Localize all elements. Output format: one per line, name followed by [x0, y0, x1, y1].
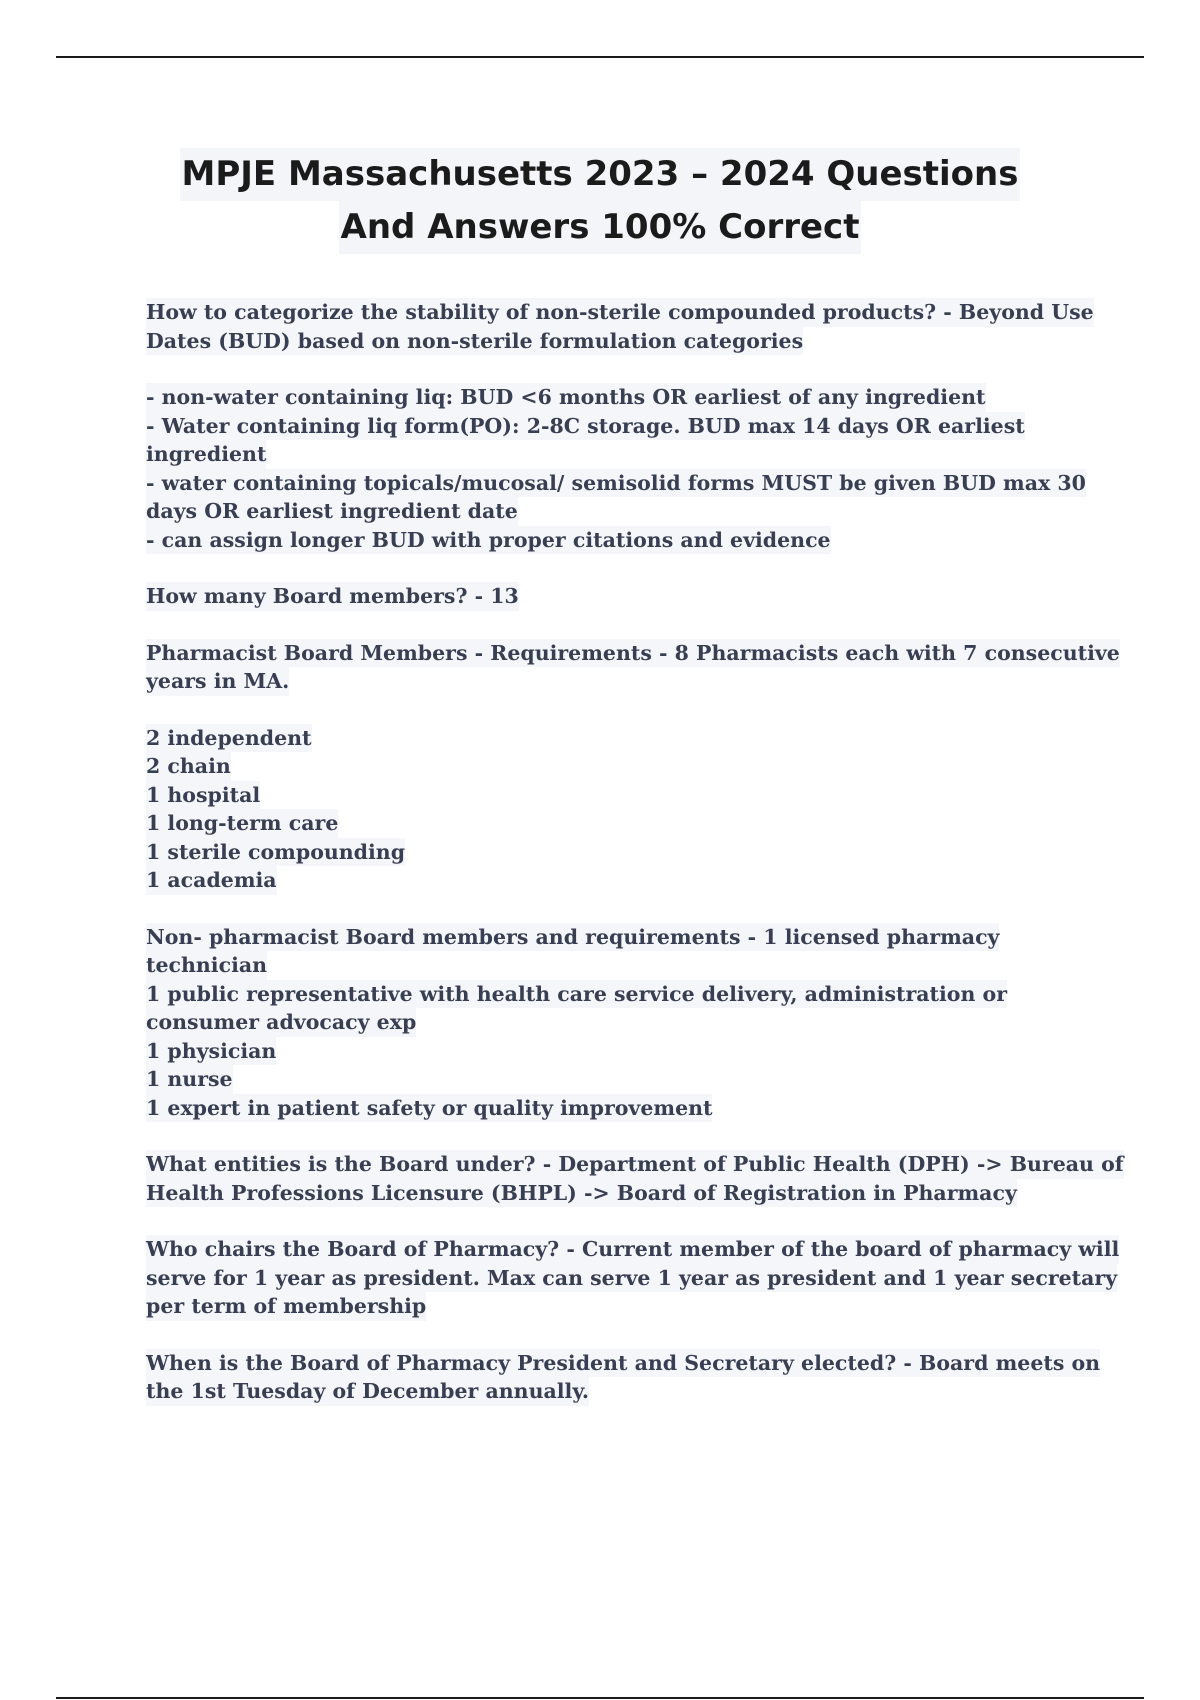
text-line: - water containing topicals/mucosal/ semisolid forms MUST be given BUD max 30: [146, 469, 1086, 498]
qa-block-election: [146, 1349, 1101, 1406]
text-line: How many Board members? - 13: [146, 582, 519, 611]
text-line: days OR earliest ingredient date: [146, 497, 518, 526]
text-line: per term of membership: [146, 1292, 426, 1321]
text-line: Health Professions Licensure (BHPL) -> Board of Registration in Pharmacy: [146, 1179, 1017, 1208]
text-line: technician: [146, 951, 267, 980]
qa-block-bud-list: [146, 383, 1086, 554]
qa-block-member-breakdown: [146, 724, 1086, 895]
text-line: Non- pharmacist Board members and requirements - 1 licensed pharmacy: [146, 923, 999, 952]
bottom-rule: [56, 1697, 1144, 1699]
text-line: Dates (BUD) based on non-sterile formulation categories: [146, 327, 803, 356]
text-line: Who chairs the Board of Pharmacy? - Current member of the board of pharmacy will: [146, 1235, 1119, 1264]
text-line: 1 academia: [146, 866, 277, 895]
text-line: years in MA.: [146, 667, 289, 696]
text-line: 1 sterile compounding: [146, 838, 405, 867]
text-line: 2 chain: [146, 752, 231, 781]
title-line-1: MPJE Massachusetts 2023 – 2024 Questions: [180, 148, 1021, 201]
top-rule: [56, 56, 1144, 58]
title-line-2: And Answers 100% Correct: [339, 201, 862, 254]
text-line: - can assign longer BUD with proper citations and evidence: [146, 526, 831, 555]
text-line: What entities is the Board under? - Department of Public Health (DPH) -> Bureau of: [146, 1150, 1124, 1179]
text-line: How to categorize the stability of non-sterile compounded products? - Beyond Use: [146, 298, 1094, 327]
text-line: the 1st Tuesday of December annually.: [146, 1377, 589, 1406]
qa-block-board-entities: [146, 1150, 1124, 1207]
text-line: serve for 1 year as president. Max can serve 1 year as president and 1 year secretary: [146, 1264, 1117, 1293]
text-line: - non-water containing liq: BUD <6 months OR earliest of any ingredient: [146, 383, 986, 412]
qa-block-bud-question: [146, 298, 1094, 355]
text-line: Pharmacist Board Members - Requirements - 8 Pharmacists each with 7 consecutive: [146, 639, 1120, 668]
qa-block-non-pharmacist-members: [146, 923, 1086, 1123]
qa-block-pharmacist-members: [146, 639, 1120, 696]
document-body: [146, 298, 1124, 1406]
text-line: 1 expert in patient safety or quality improvement: [146, 1094, 712, 1123]
text-line: ingredient: [146, 440, 266, 469]
text-line: 1 physician: [146, 1037, 276, 1066]
text-line: When is the Board of Pharmacy President and Secretary elected? - Board meets on: [146, 1349, 1100, 1378]
text-line: 1 hospital: [146, 781, 260, 810]
text-line: consumer advocacy exp: [146, 1008, 416, 1037]
qa-block-board-chair: [146, 1235, 1120, 1321]
qa-block-board-count: [146, 582, 1086, 611]
text-line: 1 long-term care: [146, 809, 338, 838]
text-line: - Water containing liq form(PO): 2-8C storage. BUD max 14 days OR earliest: [146, 412, 1025, 441]
text-line: 2 independent: [146, 724, 312, 753]
text-line: 1 nurse: [146, 1065, 233, 1094]
text-line: 1 public representative with health care service delivery, administration or: [146, 980, 1007, 1009]
document-title: [0, 148, 1200, 254]
